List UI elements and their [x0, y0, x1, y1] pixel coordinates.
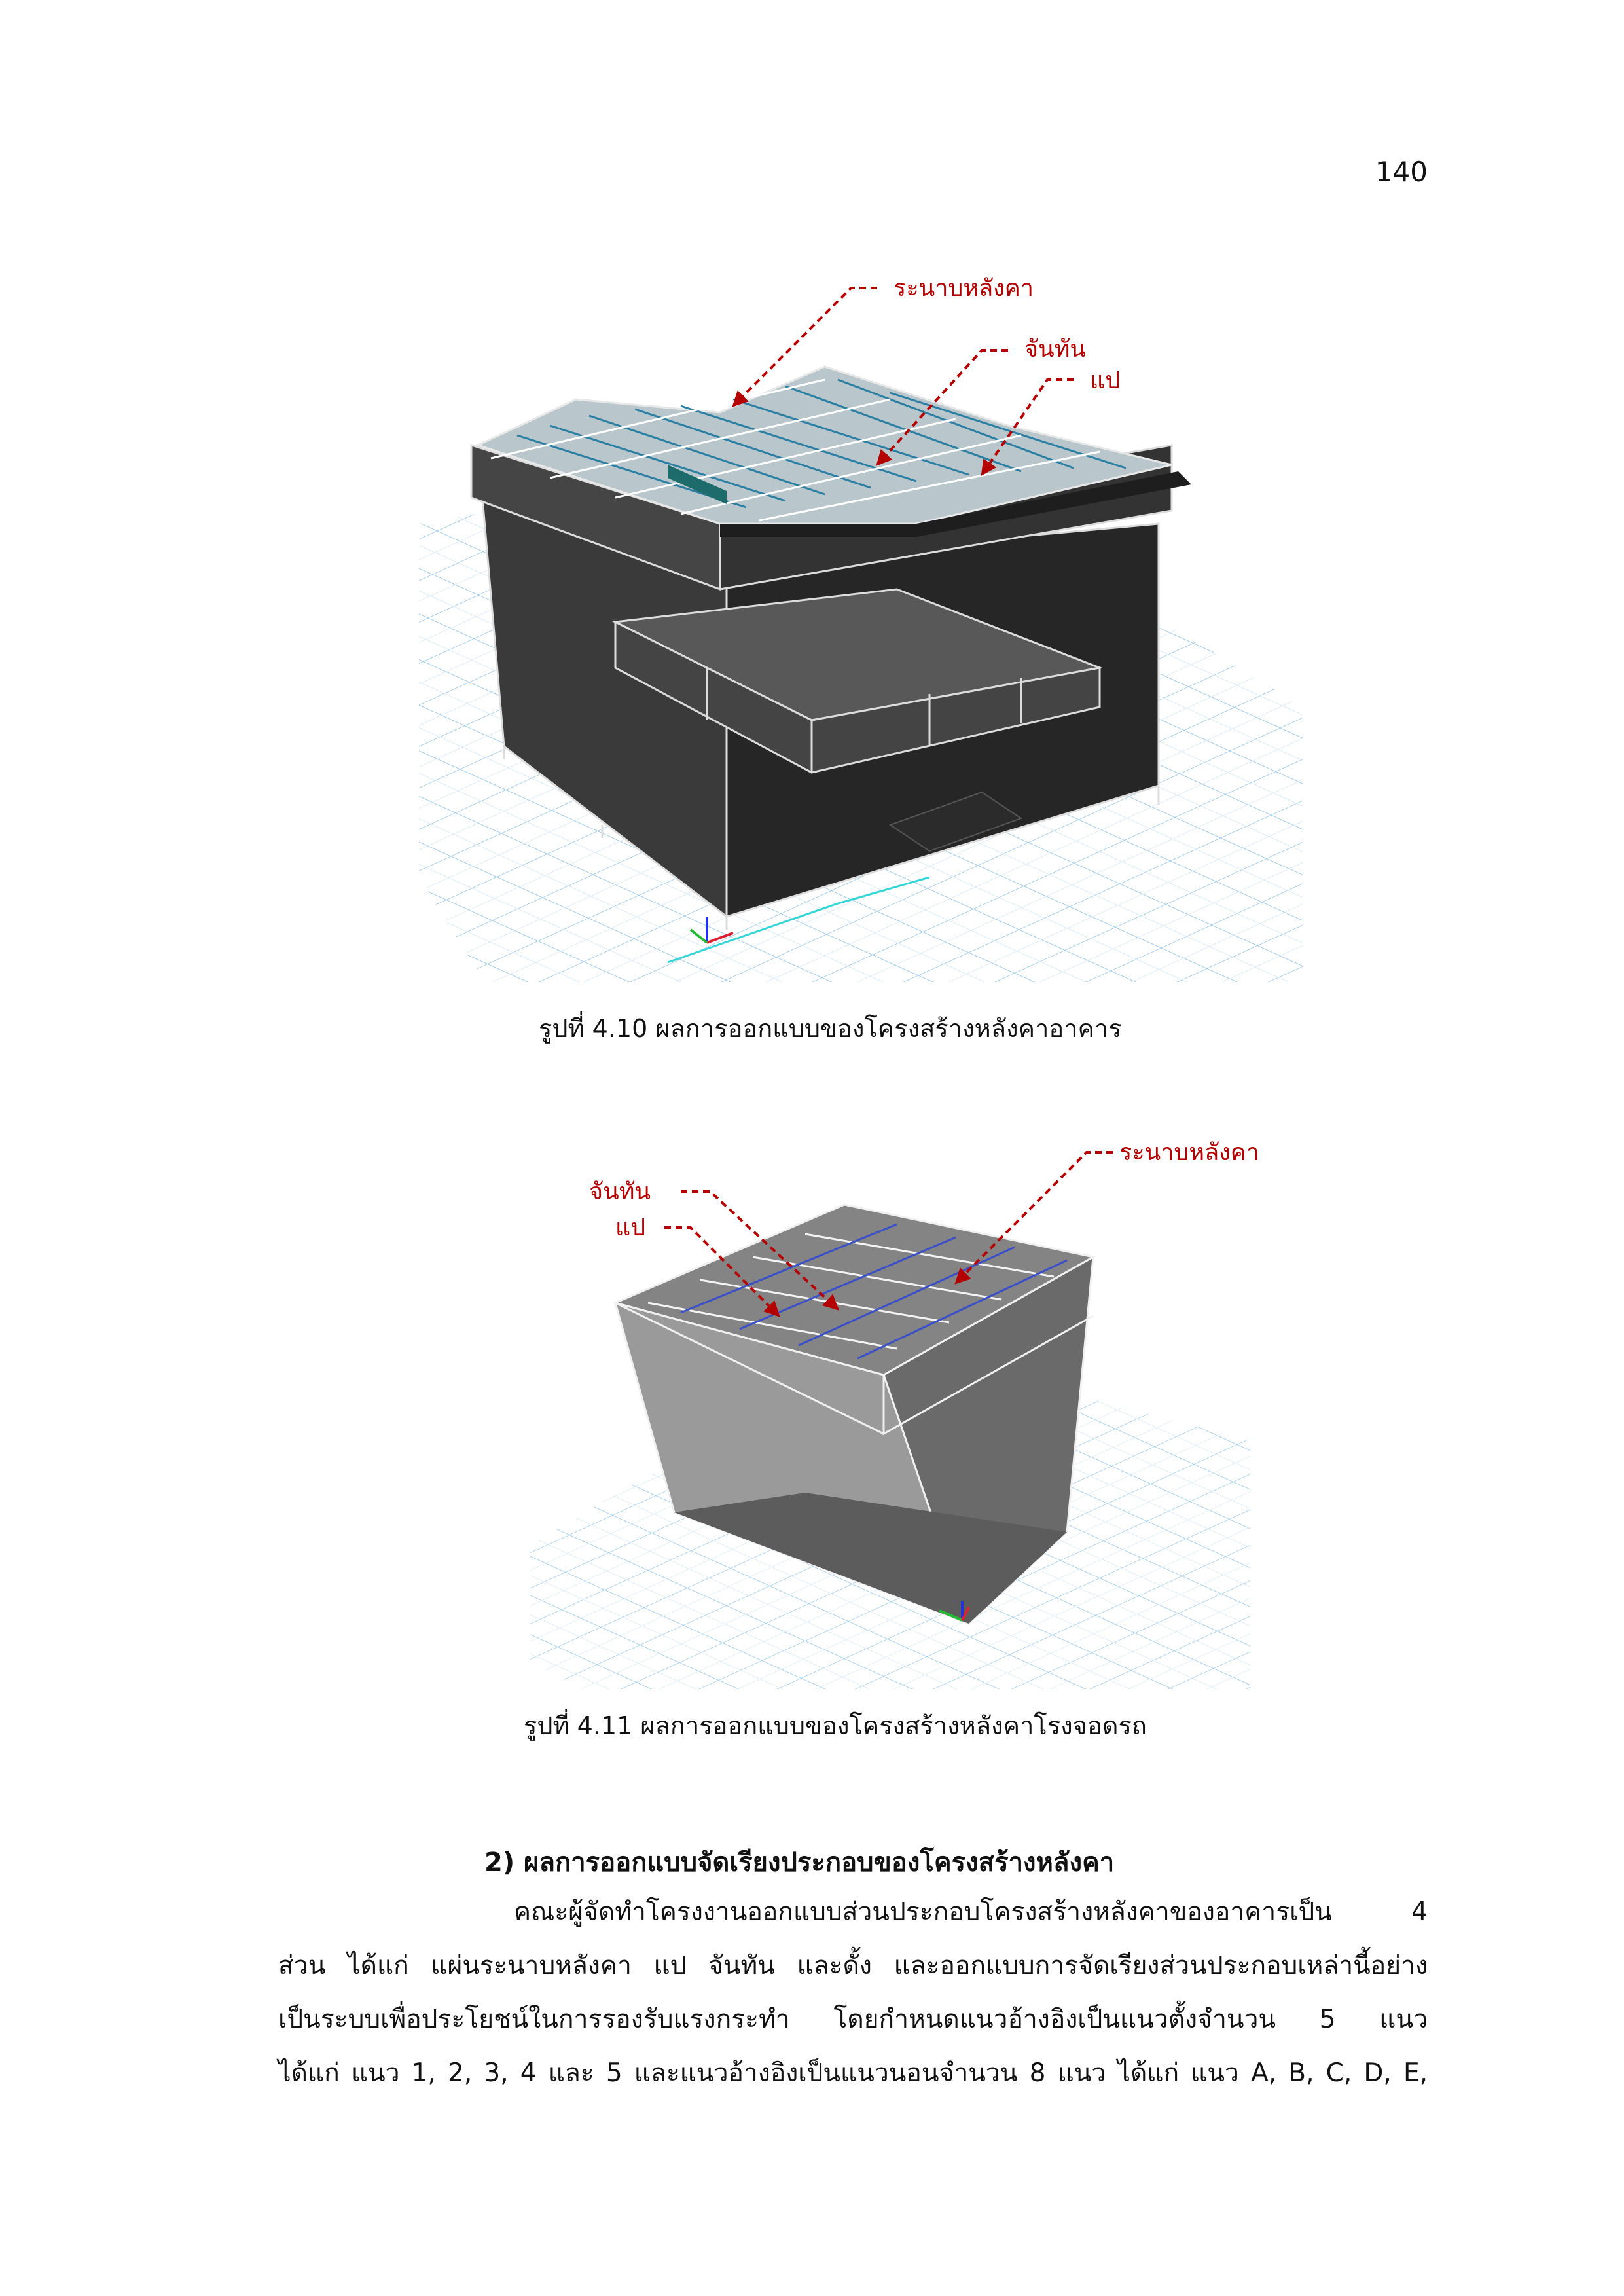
figure-caption-4-11: รูปที่ 4.11 ผลการออกแบบของโครงสร้างหลังคาโรงจอดรถ [524, 1711, 1147, 1740]
figure-garage-roof [530, 1126, 1316, 1689]
figure-building-roof [419, 249, 1309, 982]
label-purlin-2: แป [615, 1214, 646, 1241]
body-line-2: ส่วน ได้แก่ แผ่นระนาบหลังคา แป จันทัน และดั้ง และออกแบบการจัดเรียงส่วนประกอบเหล่านี้อย่าง [278, 1951, 1428, 1980]
section-heading: 2) ผลการออกแบบจัดเรียงประกอบของโครงสร้างหลังคา [484, 1848, 1115, 1878]
page-number: 140 [1375, 156, 1428, 188]
body-line-3: เป็นระบบเพื่อประโยชน์ในการรองรับแรงกระทำ โดยกำหนดแนวอ้างอิงเป็นแนวตั้งจำนวน 5 แนว [278, 2005, 1428, 2034]
label-rafter-2: จันทัน [589, 1178, 651, 1205]
label-purlin: แป [1090, 367, 1121, 394]
label-roof-plane: ระนาบหลังคา [893, 275, 1034, 302]
garage-roof-model [530, 1126, 1316, 1689]
building-roof-model [419, 249, 1309, 982]
body-line-4: ได้แก่ แนว 1, 2, 3, 4 และ 5 และแนวอ้างอิงเป็นแนวนอนจำนวน 8 แนว ได้แก่ แนว A, B, C, D, E, [278, 2058, 1428, 2088]
body-paragraph [278, 1886, 1428, 2100]
label-roof-plane-2: ระนาบหลังคา [1119, 1139, 1260, 1166]
figure-caption-4-10: รูปที่ 4.10 ผลการออกแบบของโครงสร้างหลังคาอาคาร [539, 1014, 1122, 1043]
label-rafter: จันทัน [1024, 336, 1087, 363]
body-line-1: คณะผู้จัดทำโครงงานออกแบบส่วนประกอบโครงสร้างหลังคาของอาคารเป็น 4 [514, 1897, 1428, 1927]
